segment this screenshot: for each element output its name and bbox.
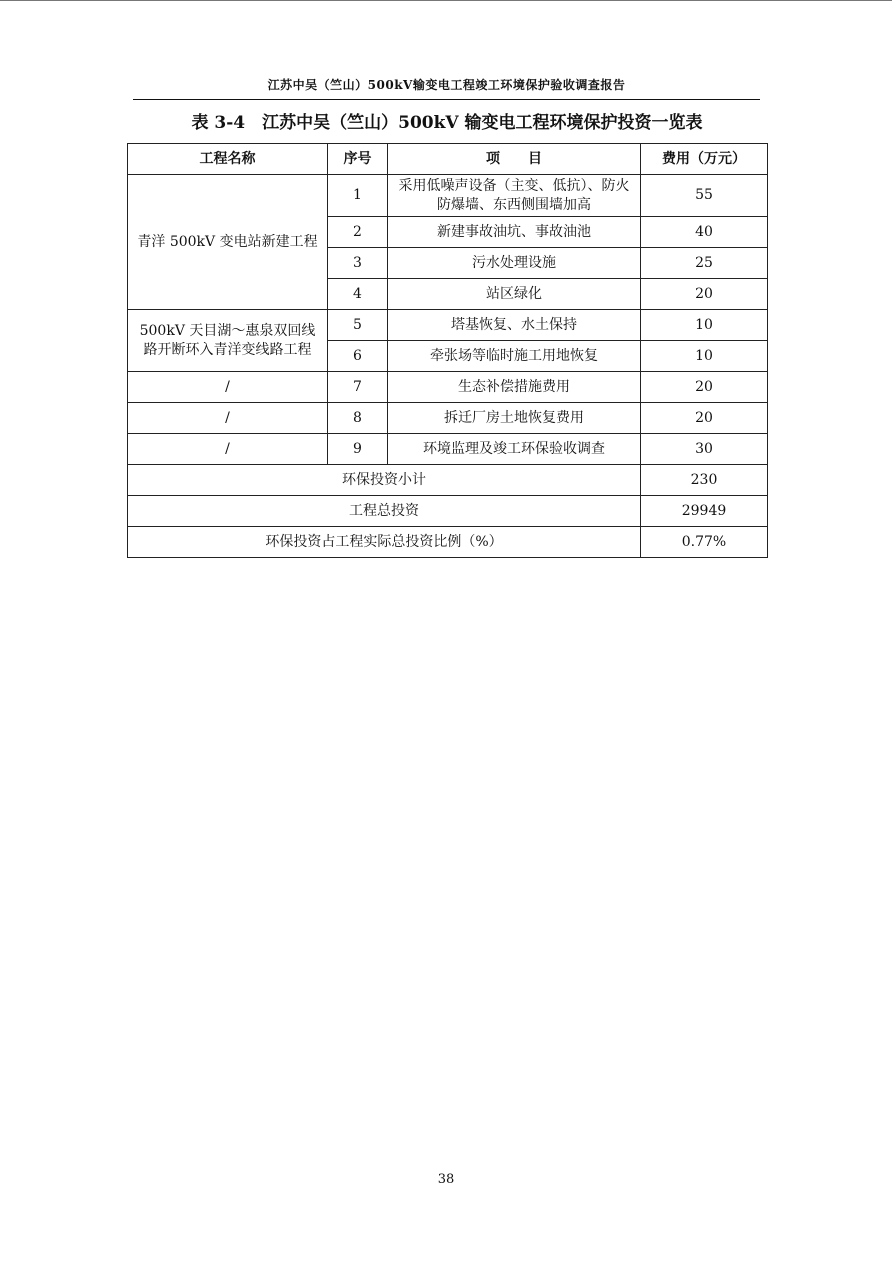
column-header-item: 项 目 (388, 144, 641, 175)
row-number: 2 (328, 217, 388, 248)
summary-row-ratio (128, 527, 768, 558)
row-cost: 40 (641, 217, 768, 248)
summary-value: 0.77% (641, 527, 768, 558)
row-number: 3 (328, 248, 388, 279)
project-name-cell: / (128, 403, 328, 434)
row-cost: 20 (641, 372, 768, 403)
project-name-cell: / (128, 434, 328, 465)
row-cost: 20 (641, 279, 768, 310)
row-number: 7 (328, 372, 388, 403)
row-item: 生态补偿措施费用 (388, 372, 641, 403)
table-row (128, 310, 768, 341)
row-number: 8 (328, 403, 388, 434)
summary-value: 230 (641, 465, 768, 496)
row-cost: 10 (641, 310, 768, 341)
row-cost: 30 (641, 434, 768, 465)
column-header-number: 序号 (328, 144, 388, 175)
row-item: 环境监理及竣工环保验收调查 (388, 434, 641, 465)
row-cost: 10 (641, 341, 768, 372)
column-header-cost: 费用（万元） (641, 144, 768, 175)
row-item: 新建事故油坑、事故油池 (388, 217, 641, 248)
summary-label: 工程总投资 (128, 496, 641, 527)
row-number: 9 (328, 434, 388, 465)
header-rule (133, 99, 760, 100)
investment-table (127, 143, 768, 558)
table-header-row (128, 144, 768, 175)
table-row (128, 403, 768, 434)
summary-label: 环保投资占工程实际总投资比例（%） (128, 527, 641, 558)
project-name-cell: 青洋 500kV 变电站新建工程 (128, 175, 328, 310)
row-item: 污水处理设施 (388, 248, 641, 279)
table-title: 表 3-4 江苏中吴（竺山）500kV 输变电工程环境保护投资一览表 (191, 113, 703, 133)
table-row (128, 434, 768, 465)
table-row (128, 372, 768, 403)
row-item: 牵张场等临时施工用地恢复 (388, 341, 641, 372)
summary-label: 环保投资小计 (128, 465, 641, 496)
page-number: 38 (437, 1172, 455, 1187)
row-item: 塔基恢复、水土保持 (388, 310, 641, 341)
summary-row-total (128, 496, 768, 527)
running-header: 江苏中吴（竺山）500kV输变电工程竣工环境保护验收调查报告 (267, 78, 626, 92)
project-name-cell: / (128, 372, 328, 403)
project-name-cell: 500kV 天目湖～惠泉双回线路开断环入青洋变线路工程 (128, 310, 328, 372)
row-cost: 55 (641, 175, 768, 217)
row-item: 采用低噪声设备（主变、低抗）、防火防爆墙、东西侧围墙加高 (388, 175, 641, 217)
page-top-border (0, 0, 892, 1)
summary-value: 29949 (641, 496, 768, 527)
row-cost: 20 (641, 403, 768, 434)
row-number: 5 (328, 310, 388, 341)
row-number: 4 (328, 279, 388, 310)
row-item: 拆迁厂房土地恢复费用 (388, 403, 641, 434)
column-header-project: 工程名称 (128, 144, 328, 175)
table-row (128, 175, 768, 217)
row-item: 站区绿化 (388, 279, 641, 310)
row-number: 6 (328, 341, 388, 372)
row-number: 1 (328, 175, 388, 217)
row-cost: 25 (641, 248, 768, 279)
summary-row-subtotal (128, 465, 768, 496)
